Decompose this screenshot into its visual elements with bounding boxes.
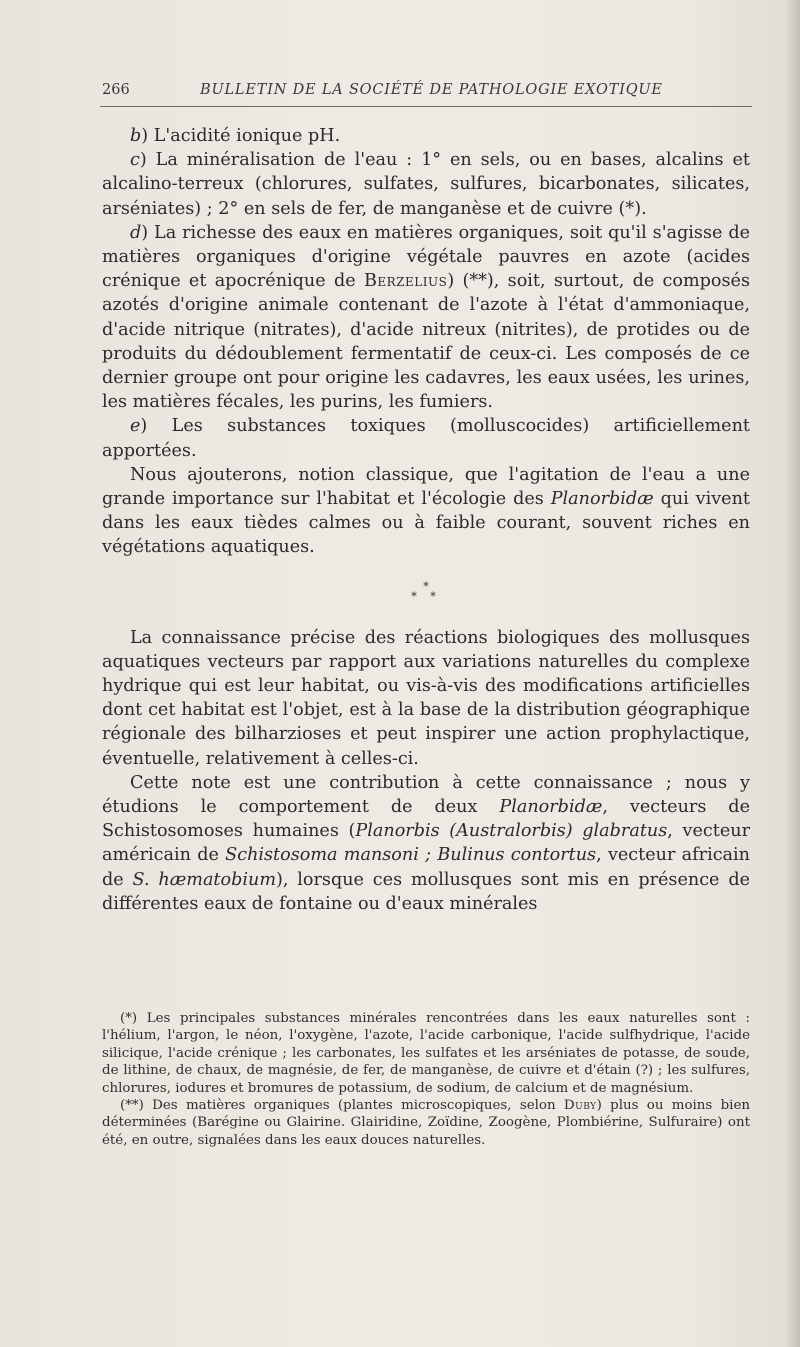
taxon-planorbidae-2: Planorbidæ <box>499 797 603 818</box>
paragraph-d-text-2: ) (**), soit, surtout, de composés azotés d'origine animale contenant de l'azote à l'état d'ammoniaque, d'acide nitrique (nitrates), d'acide nitreux (nitrites), de protides ou de produits du dédoublement fermentatif de ceux-ci. Les composés de ce dernier groupe ont pour origine les cadavres, les eaux usées, les urines, les matières fécales, les purins, les fumiers. <box>102 271 750 413</box>
paragraph-agitation-text-2: qui vivent dans les eaux tièdes calmes ou à faible courant, souvent riches en végétations aquatiques. <box>102 489 750 558</box>
footnote-2 <box>102 1097 750 1149</box>
taxon-s-haematobium: S. hæmatobium <box>132 869 276 890</box>
footnote-1-mark: (*) <box>120 1011 138 1026</box>
paragraph-connaissance <box>102 626 750 771</box>
section-separator <box>102 579 750 603</box>
paragraph-d-text-1: La richesse des eaux en matières organiques, soit qu'il s'agisse de matières organiques d'origine végétale pauvres en azote (acides crénique et apocrénique de <box>102 222 750 292</box>
paragraph-contribution-text-3: , vecteur américain de <box>102 821 750 866</box>
paragraph-e: e) Les substances toxiques (molluscocides) artificiellement apportées. <box>102 416 750 461</box>
paragraph-c-text: La minéralisation de l'eau : 1° en sels, ou en bases, alcalins et alcalino-terreux (chlorures, sulfates, sulfures, bicarbonates, silicates, arséniates) ; 2° en sels de fer, de manganèse et de cuivre (*). <box>102 150 750 219</box>
footnote-1 <box>102 1010 750 1097</box>
header-rule <box>100 106 752 107</box>
paragraph-contribution-text-1: Cette note est une contribution à cette connaissance ; nous y étudions le comportement de deux <box>102 772 750 818</box>
paragraph-contribution-text-2: , vecteurs de Schistosomoses humaines ( <box>102 797 750 842</box>
author-name-berzelius: Berzelius <box>363 271 448 292</box>
footnotes <box>102 1010 750 1149</box>
taxon-planorbidae: Planorbidæ <box>550 489 654 510</box>
taxon-schistosoma-bulinus: Schistosoma mansoni ; Bulinus contortus <box>225 845 597 866</box>
page-edge-shadow <box>786 0 800 1347</box>
item-label-d: d <box>130 222 142 243</box>
paragraph-contribution-text-5: ), lorsque ces mollusques sont mis en présence de différentes eaux de fontaine ou d'eaux minérales <box>102 869 750 914</box>
paragraph-e-text: Les substances toxiques (molluscocides) artificiellement apportées. <box>102 416 750 461</box>
paragraph-contribution <box>102 771 750 916</box>
item-label-c: c <box>130 150 140 171</box>
item-label-b: b <box>130 126 142 146</box>
page-number: 266 <box>102 82 130 98</box>
author-name-duby: Duby <box>563 1098 597 1114</box>
footnote-2-text-2: ) plus ou moins bien déterminées (Barégine ou Glairine. Glairidine, Zoïdine, Zoogène, Plombiérine, Sulfuraire) ont été, en outre, signalées dans les eaux douces naturelles. <box>102 1098 750 1148</box>
paragraph-contribution-text-4: , vecteur africain de <box>102 845 750 890</box>
paragraph-connaissance-text: La connaissance précise des réactions biologiques des mollusques aquatiques vecteurs par rapport aux variations naturelles du complexe hydrique qui est leur habitat, ou vis-à-vis des modifications artificielles dont cet habitat est l'objet, est à la base de la distribution géographique régionale des bilharzioses et peut inspirer une action prophylactique, éventuelle, relativement à celles-ci. <box>102 627 750 769</box>
paragraph-b: b) L'acidité ionique pH. <box>130 126 341 146</box>
paragraph-agitation-text-1: Nous ajouterons, notion classique, que l'agitation de l'eau a une grande importance sur l'habitat et l'écologie des <box>102 464 750 510</box>
running-header <box>102 82 750 104</box>
footnote-2-text-1: Des matières organiques (plantes microscopiques, selon <box>143 1098 564 1114</box>
separator-stars-bottom: * * <box>411 589 441 603</box>
body-text <box>102 124 750 916</box>
taxon-planorbis-glabratus: Planorbis (Australorbis) glabratus <box>355 821 668 842</box>
paragraph-c: c) La minéralisation de l'eau : 1° en sels, ou en bases, alcalins et alcalino-terreux (chlorures, sulfates, sulfures, bicarbonates, silicates, arséniates) ; 2° en sels de fer, de manganèse et de cuivre (*). <box>102 150 750 219</box>
item-label-e: e <box>130 416 141 437</box>
footnote-2-mark: (**) <box>120 1098 144 1114</box>
paragraph-b-text: L'acidité ionique pH. <box>148 126 341 146</box>
paragraph-agitation <box>102 463 750 560</box>
separator-star-top: * <box>423 579 429 593</box>
footnote-1-text: Les principales substances minérales rencontrées dans les eaux naturelles sont : l'hélium, l'argon, le néon, l'oxygène, l'azote, l'acide carbonique, l'acide sulfhydrique, l'acide silicique, l'acide crénique ; les carbonates, les sulfates et les arséniates de potasse, de soude, de lithine, de chaux, de magnésie, de fer, de manganèse, de cuivre et d'étain (?) ; les sulfures, chlorures, iodures et bromures de potassium, de sodium, de calcium et de magnésium. <box>102 1011 750 1096</box>
paragraph-d: d) La richesse des eaux en matières organiques, soit qu'il s'agisse de matières organiques d'origine végétale pauvres en azote (acides crénique et apocrénique de Berzelius) (**), soit, surtout, de composés azotés d'origine animale contenant de l'azote à l'état d'ammoniaque, d'acide nitrique (nitrates), d'acide nitreux (nitrites), de protides ou de produits du dédoublement fermentatif de ceux-ci. Les composés de ce dernier groupe ont pour origine les cadavres, les eaux usées, les urines, les matières fécales, les purins, les fumiers. <box>102 222 750 413</box>
running-title: BULLETIN DE LA SOCIÉTÉ DE PATHOLOGIE EXOTIQUE <box>200 82 663 98</box>
